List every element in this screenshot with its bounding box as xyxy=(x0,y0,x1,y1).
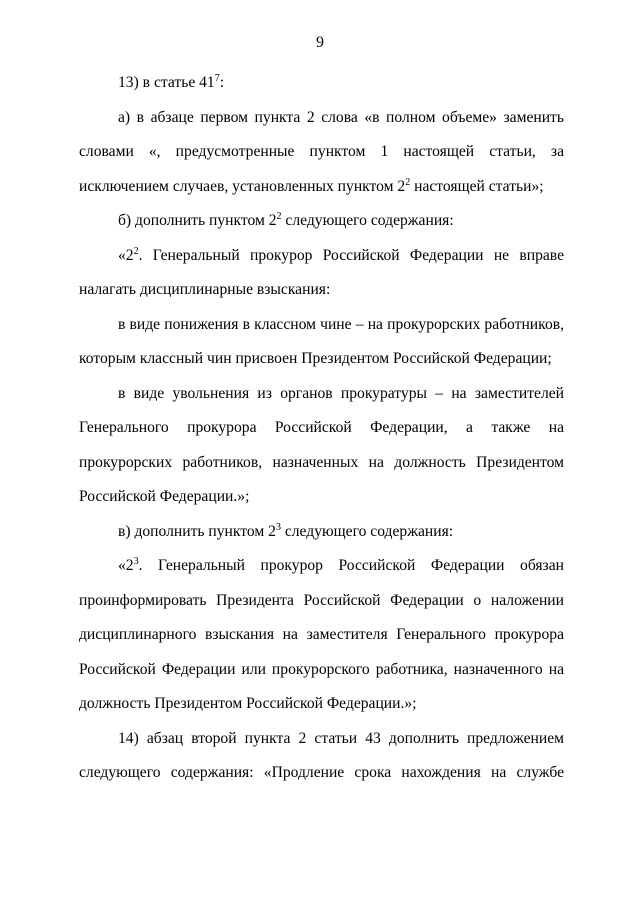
text-run: а) в абзаце первом пункта 2 слова «в полном объеме» заменить словами «, предусмотренные пунктом 1 настоящей статьи, за исключением случаев, установленных пунктом 2 xyxy=(79,108,564,195)
text-run: . Генеральный прокурор Российской Федерации обязан проинформировать Президента Российской Федерации о наложении дисциплинарного взыскания на заместителя Генерального прокурора Российской Федерации или прокурорского работника, назначенного на должность Президентом Российской Федерации.»; xyxy=(79,557,564,712)
text-run: следующего содержания: xyxy=(280,522,454,540)
text-run: : xyxy=(219,74,225,91)
text-run: «2 xyxy=(118,246,134,264)
text-run: б) дополнить пунктом 2 xyxy=(118,212,277,229)
paragraph-item-14 xyxy=(79,722,564,791)
paragraph-item-13v xyxy=(79,515,564,550)
paragraph-item-13 xyxy=(79,66,564,101)
superscript: 3 xyxy=(133,555,139,567)
text-run: настоящей статьи»; xyxy=(410,177,544,195)
text-run: 13) в статье 41 xyxy=(118,74,215,91)
superscript: 3 xyxy=(275,521,281,533)
document-body xyxy=(79,66,564,791)
text-run: в) дополнить пунктом 2 xyxy=(118,522,276,540)
superscript: 2 xyxy=(276,210,282,222)
text-run: следующего содержания: xyxy=(281,212,454,229)
paragraph-item-13a xyxy=(79,101,564,205)
text-run: 14) абзац второй пункта 2 статьи 43 дополнить предложением следующего содержания: «Продление срока нахождения на службе xyxy=(79,729,564,781)
text-run: . Генеральный прокурор Российской Федерации не вправе налагать дисциплинарные взыскания: xyxy=(79,246,564,298)
paragraph-item-13b xyxy=(79,204,564,239)
paragraph-clause-2-2-dismissal xyxy=(79,377,564,515)
paragraph-clause-2-2-demotion xyxy=(79,308,564,377)
superscript: 7 xyxy=(214,72,220,84)
text-run: в виде понижения в классном чине – на прокурорских работников, которым классный чин присвоен Президентом Российской Федерации; xyxy=(79,315,564,367)
superscript: 2 xyxy=(405,176,411,188)
page-number: 9 xyxy=(316,34,324,51)
paragraph-clause-2-2 xyxy=(79,239,564,308)
paragraph-clause-2-3 xyxy=(79,549,564,722)
superscript: 2 xyxy=(133,245,139,257)
text-run: в виде увольнения из органов прокуратуры – на заместителей Генерального прокурора Российской Федерации, а также на прокурорских работников, назначенных на должность Президентом Российской Федерации.»; xyxy=(79,384,564,505)
text-run: «2 xyxy=(118,557,134,574)
